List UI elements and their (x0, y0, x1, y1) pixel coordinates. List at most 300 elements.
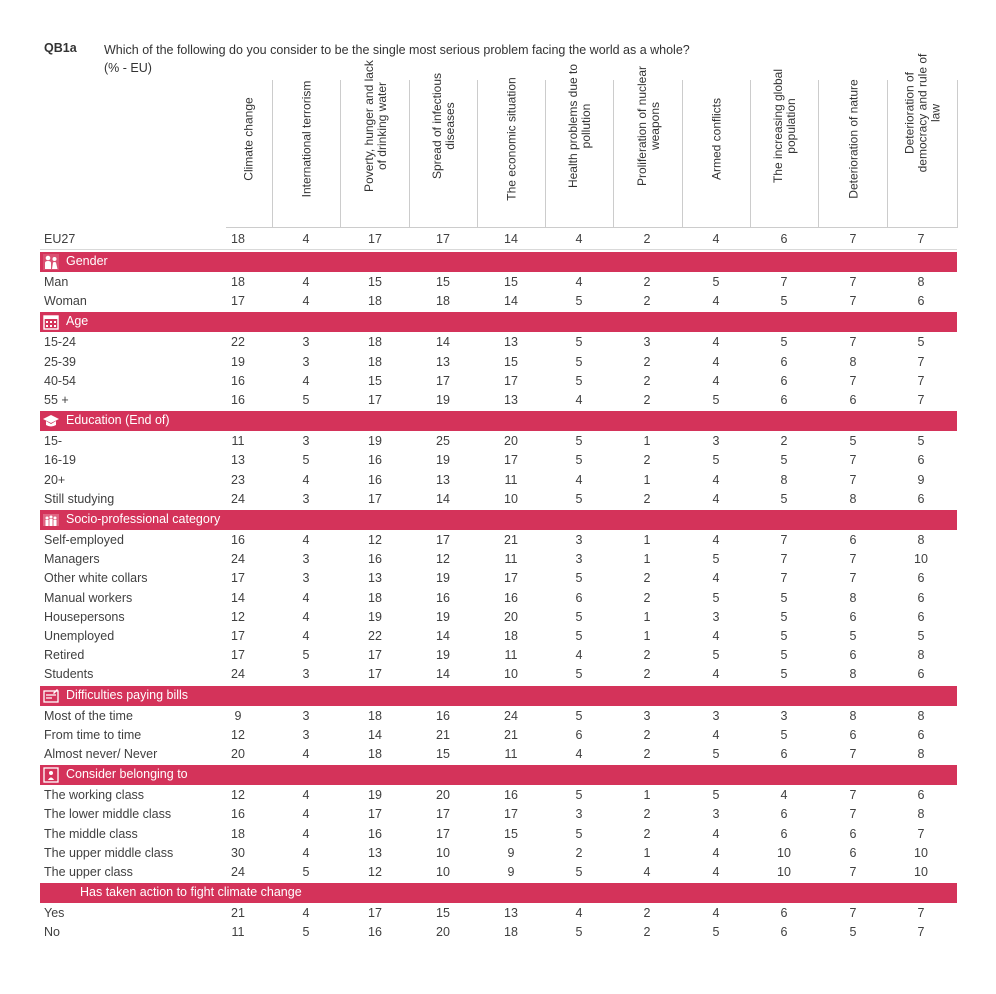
column-header (750, 68, 819, 228)
table-cell: 11 (504, 552, 518, 567)
table-cell: 6 (917, 294, 925, 309)
table-cell: 17 (504, 373, 518, 388)
table-cell: 12 (368, 865, 382, 879)
table-cell: 17 (368, 906, 382, 921)
table-cell: 3 (780, 708, 788, 723)
column-header (613, 65, 683, 228)
table-cell: 7 (849, 865, 857, 879)
table-cell: 4 (712, 373, 720, 388)
table-cell: 19 (436, 393, 450, 407)
table-cell: 7 (849, 373, 857, 388)
row-label: From time to time (44, 727, 142, 742)
calendar-icon (43, 314, 59, 330)
table-cell: 5 (780, 335, 788, 350)
table-cell: 4 (575, 393, 583, 407)
column-header (682, 80, 751, 228)
table-cell: 18 (368, 708, 382, 723)
table-cell: 7 (780, 552, 788, 567)
table-cell: 2 (643, 807, 651, 822)
table-cell: 2 (643, 393, 651, 407)
table-cell: 18 (231, 826, 245, 841)
table-cell: 18 (368, 354, 382, 369)
table-cell: 7 (917, 906, 925, 921)
table-cell: 6 (780, 747, 788, 761)
table-cell: 6 (849, 727, 857, 742)
graduation-cap-icon (43, 413, 59, 429)
table-row (40, 707, 957, 726)
table-cell: 4 (712, 491, 720, 506)
table-cell: 4 (302, 807, 310, 822)
table-cell: 4 (712, 472, 720, 487)
table-cell: 3 (302, 667, 310, 682)
row-label: Man (44, 275, 69, 289)
table-cell: 16 (368, 925, 382, 940)
table-cell: 5 (780, 491, 788, 506)
table-cell: 15 (436, 906, 450, 921)
section-header (40, 252, 957, 272)
table-cell: 13 (436, 354, 450, 369)
table-cell: 24 (231, 865, 245, 879)
table-cell: 4 (575, 232, 583, 246)
table-cell: 7 (917, 373, 925, 388)
table-cell: 4 (302, 629, 310, 643)
table-cell: 5 (575, 826, 583, 841)
table-row (40, 805, 957, 824)
table-cell: 1 (643, 609, 651, 624)
table-cell: 13 (436, 472, 450, 487)
table-cell: 5 (575, 708, 583, 723)
table-cell: 8 (917, 648, 925, 663)
table-cell: 17 (368, 232, 382, 246)
table-cell: 5 (712, 788, 720, 803)
table-cell: 3 (302, 335, 310, 350)
table-cell: 17 (231, 648, 245, 663)
table-cell: 5 (917, 434, 925, 449)
table-cell: 9 (917, 472, 925, 487)
table-cell: 5 (849, 629, 857, 643)
table-cell: 15 (368, 373, 382, 388)
table-cell: 24 (231, 552, 245, 567)
table-cell: 2 (643, 906, 651, 921)
table-cell: 7 (917, 232, 925, 246)
table-cell: 12 (231, 788, 245, 803)
table-cell: 13 (504, 335, 518, 350)
table-cell: 14 (368, 727, 382, 742)
table-cell: 13 (504, 393, 518, 407)
table-cell: 8 (849, 590, 857, 605)
table-cell: 15 (504, 275, 518, 289)
table-cell: 10 (777, 845, 791, 860)
table-cell: 12 (231, 609, 245, 624)
table-cell: 16 (436, 708, 450, 723)
row-label: 20+ (44, 472, 66, 487)
column-header-label: International terrorism (299, 80, 314, 198)
table-cell: 2 (643, 373, 651, 388)
table-cell: 7 (917, 925, 925, 940)
table-row (40, 451, 957, 470)
table-cell: 5 (575, 491, 583, 506)
table-cell: 4 (575, 906, 583, 921)
table-cell: 4 (712, 354, 720, 369)
table-cell: 8 (849, 491, 857, 506)
table-cell: 4 (302, 533, 310, 547)
table-cell: 7 (780, 275, 788, 289)
table-cell: 5 (575, 354, 583, 369)
table-cell: 7 (849, 275, 857, 289)
table-cell: 5 (302, 393, 310, 407)
table-cell: 4 (712, 727, 720, 742)
table-cell: 5 (780, 590, 788, 605)
table-cell: 5 (575, 294, 583, 309)
table-cell: 10 (504, 667, 518, 682)
table-cell: 20 (436, 788, 450, 803)
row-label: 40-54 (44, 373, 76, 388)
table-cell: 3 (712, 807, 720, 822)
table-cell: 3 (712, 434, 720, 449)
table-cell: 21 (436, 727, 450, 742)
table-cell: 21 (231, 906, 245, 921)
table-row (40, 627, 957, 646)
table-cell: 14 (436, 491, 450, 506)
table-cell: 2 (643, 453, 651, 468)
table-cell: 7 (849, 453, 857, 468)
column-header-label: Climate change (241, 97, 256, 181)
table-row (40, 786, 957, 805)
table-cell: 24 (231, 667, 245, 682)
table-cell: 18 (368, 590, 382, 605)
row-label: The lower middle class (44, 807, 172, 822)
table-cell: 8 (917, 807, 925, 822)
table-cell: 6 (849, 609, 857, 624)
table-cell: 19 (368, 788, 382, 803)
bills-icon (43, 688, 59, 704)
table-cell: 6 (849, 533, 857, 547)
table-cell: 6 (780, 373, 788, 388)
column-header-label: Armed conflicts (709, 97, 724, 181)
table-cell: 5 (575, 629, 583, 643)
section-header (40, 510, 957, 530)
question-title: Which of the following do you consider to be the single most serious problem facing the world as a whole? (104, 43, 690, 57)
table-row (40, 333, 957, 352)
table-cell: 4 (712, 667, 720, 682)
table-cell: 8 (849, 708, 857, 723)
row-label: 15- (44, 434, 63, 449)
table-cell: 1 (643, 434, 651, 449)
table-cell: 4 (302, 590, 310, 605)
table-cell: 17 (436, 232, 450, 246)
table-cell: 9 (234, 708, 242, 723)
table-cell: 12 (368, 533, 382, 547)
table-cell: 17 (231, 571, 245, 586)
table-row (40, 471, 957, 490)
table-cell: 18 (231, 232, 245, 246)
table-cell: 17 (368, 648, 382, 663)
column-header-label: Proliferation of nuclear weapons (634, 65, 662, 187)
table-cell: 5 (302, 865, 310, 879)
table-cell: 7 (849, 232, 857, 246)
row-label: Other white collars (44, 571, 148, 586)
column-header (818, 80, 888, 228)
column-header-border (957, 80, 958, 228)
table-row (40, 569, 957, 588)
workers-icon (43, 512, 59, 528)
table-cell: 5 (780, 294, 788, 309)
table-cell: 5 (712, 590, 720, 605)
table-cell: 3 (302, 434, 310, 449)
table-row (40, 863, 957, 882)
table-cell: 15 (436, 275, 450, 289)
table-cell: 19 (231, 354, 245, 369)
table-cell: 16 (368, 472, 382, 487)
table-cell: 17 (368, 491, 382, 506)
table-cell: 2 (643, 667, 651, 682)
table-cell: 5 (302, 925, 310, 940)
section-title: Socio-professional category (66, 512, 221, 526)
row-label: 25-39 (44, 354, 76, 369)
table-cell: 1 (643, 845, 651, 860)
table-cell: 17 (436, 533, 450, 547)
table-cell: 7 (849, 571, 857, 586)
table-cell: 16 (368, 552, 382, 567)
table-cell: 11 (504, 472, 518, 487)
column-header-label: The increasing global population (771, 68, 798, 184)
table-cell: 6 (575, 590, 583, 605)
table-cell: 13 (504, 906, 518, 921)
column-header (226, 80, 272, 228)
table-cell: 21 (504, 727, 518, 742)
table-cell: 6 (780, 925, 788, 940)
table-cell: 5 (302, 648, 310, 663)
table-cell: 4 (712, 571, 720, 586)
table-cell: 7 (849, 807, 857, 822)
table-cell: 12 (436, 552, 450, 567)
table-row (40, 726, 957, 745)
table-cell: 14 (504, 294, 518, 309)
row-label: The upper middle class (44, 845, 174, 860)
table-cell: 5 (575, 571, 583, 586)
row-label: Almost never/ Never (44, 747, 158, 761)
table-cell: 15 (436, 747, 450, 761)
table-cell: 17 (368, 807, 382, 822)
table-cell: 6 (575, 727, 583, 742)
table-cell: 2 (643, 590, 651, 605)
table-cell: 6 (849, 648, 857, 663)
table-cell: 24 (504, 708, 518, 723)
table-cell: 1 (643, 533, 651, 547)
table-cell: 2 (643, 354, 651, 369)
table-cell: 17 (504, 807, 518, 822)
table-cell: 17 (504, 571, 518, 586)
section-title: Gender (66, 254, 108, 268)
table-cell: 17 (436, 826, 450, 841)
table-cell: 6 (849, 826, 857, 841)
table-cell: 20 (231, 747, 245, 761)
table-cell: 5 (575, 373, 583, 388)
table-cell: 4 (643, 865, 651, 879)
table-cell: 7 (849, 472, 857, 487)
table-cell: 19 (436, 648, 450, 663)
table-cell: 5 (302, 453, 310, 468)
table-cell: 13 (231, 453, 245, 468)
table-cell: 8 (849, 667, 857, 682)
table-row (40, 665, 957, 684)
table-cell: 10 (436, 845, 450, 860)
table-cell: 19 (436, 571, 450, 586)
table-cell: 6 (780, 232, 788, 246)
table-cell: 5 (575, 434, 583, 449)
table-row (40, 646, 957, 665)
table-cell: 6 (849, 845, 857, 860)
table-cell: 16 (231, 393, 245, 407)
table-row (40, 230, 957, 250)
table-cell: 18 (504, 925, 518, 940)
section-header (40, 411, 957, 431)
table-cell: 6 (917, 453, 925, 468)
table-cell: 1 (643, 472, 651, 487)
table-cell: 3 (712, 708, 720, 723)
table-cell: 17 (368, 667, 382, 682)
table-cell: 5 (849, 925, 857, 940)
table-cell: 14 (436, 667, 450, 682)
table-cell: 1 (643, 788, 651, 803)
table-cell: 16 (231, 807, 245, 822)
table-row (40, 923, 957, 942)
table-row (40, 391, 957, 410)
table-cell: 3 (302, 708, 310, 723)
table-cell: 5 (575, 453, 583, 468)
table-row (40, 432, 957, 451)
section-title: Age (66, 314, 89, 329)
class-icon (43, 767, 59, 783)
table-cell: 13 (368, 571, 382, 586)
table-cell: 6 (780, 807, 788, 822)
table-cell: 4 (302, 906, 310, 921)
table-cell: 18 (436, 294, 450, 309)
table-cell: 2 (575, 845, 583, 860)
table-row (40, 372, 957, 391)
table-cell: 3 (575, 552, 583, 567)
table-cell: 10 (504, 491, 518, 506)
table-cell: 4 (302, 373, 310, 388)
table-cell: 8 (780, 472, 788, 487)
table-cell: 1 (643, 552, 651, 567)
table-cell: 7 (849, 747, 857, 761)
table-cell: 16 (436, 590, 450, 605)
table-cell: 4 (780, 788, 788, 803)
table-cell: 16 (368, 826, 382, 841)
table-cell: 5 (712, 393, 720, 407)
table-cell: 10 (914, 552, 928, 567)
table-cell: 15 (504, 354, 518, 369)
row-label: Retired (44, 648, 85, 663)
section-title: Education (End of) (66, 413, 170, 428)
table-cell: 1 (643, 629, 651, 643)
row-label: Self-employed (44, 533, 124, 547)
row-label: Unemployed (44, 629, 115, 643)
table-cell: 13 (368, 845, 382, 860)
table-cell: 17 (231, 629, 245, 643)
table-cell: 21 (504, 533, 518, 547)
table-cell: 6 (917, 609, 925, 624)
table-cell: 4 (712, 294, 720, 309)
column-header (477, 77, 546, 228)
row-label: 55 + (44, 393, 69, 407)
table-cell: 16 (231, 373, 245, 388)
table-cell: 15 (368, 275, 382, 289)
table-cell: 6 (917, 667, 925, 682)
table-row (40, 292, 957, 311)
table-cell: 4 (712, 906, 720, 921)
table-cell: 5 (780, 667, 788, 682)
table-cell: 2 (643, 747, 651, 761)
table-cell: 30 (231, 845, 245, 860)
table-cell: 19 (436, 453, 450, 468)
row-label: Yes (44, 906, 65, 921)
table-cell: 4 (712, 826, 720, 841)
table-cell: 4 (302, 232, 310, 246)
row-label: The middle class (44, 826, 138, 841)
section-header (40, 686, 957, 706)
table-cell: 11 (504, 648, 518, 663)
column-header-label: Poverty, hunger and lack of drinking water (361, 60, 389, 192)
table-cell: 15 (504, 826, 518, 841)
gender-icon (43, 254, 59, 270)
table-cell: 2 (643, 925, 651, 940)
table-cell: 20 (436, 925, 450, 940)
table-cell: 2 (643, 727, 651, 742)
table-cell: 6 (780, 354, 788, 369)
table-cell: 25 (436, 434, 450, 449)
table-cell: 7 (917, 393, 925, 407)
question-id: QB1a (44, 41, 77, 55)
table-cell: 2 (643, 571, 651, 586)
table-cell: 6 (780, 393, 788, 407)
table-cell: 6 (917, 491, 925, 506)
column-header-label: The economic situation (504, 77, 519, 201)
table-cell: 4 (302, 826, 310, 841)
table-cell: 7 (849, 906, 857, 921)
table-cell: 5 (849, 434, 857, 449)
table-cell: 5 (780, 629, 788, 643)
table-cell: 22 (368, 629, 382, 643)
table-cell: 3 (302, 552, 310, 567)
table-row (40, 531, 957, 550)
table-cell: 4 (575, 747, 583, 761)
row-label: Managers (44, 552, 100, 567)
table-row (40, 825, 957, 844)
row-label: Woman (44, 294, 87, 309)
table-cell: 11 (231, 434, 245, 449)
table-cell: 17 (436, 373, 450, 388)
header-divider (226, 227, 957, 228)
row-label: The upper class (44, 865, 133, 879)
table-cell: 8 (849, 354, 857, 369)
table-cell: 4 (712, 533, 720, 547)
table-cell: 4 (302, 294, 310, 309)
table-cell: 5 (917, 629, 925, 643)
table-cell: 17 (504, 453, 518, 468)
table-cell: 10 (914, 845, 928, 860)
row-label: 15-24 (44, 335, 76, 350)
table-cell: 4 (302, 609, 310, 624)
table-cell: 2 (643, 275, 651, 289)
table-cell: 7 (849, 335, 857, 350)
table-row (40, 273, 957, 292)
table-cell: 22 (231, 335, 245, 350)
table-cell: 18 (368, 747, 382, 761)
table-cell: 3 (575, 807, 583, 822)
table-cell: 5 (712, 648, 720, 663)
